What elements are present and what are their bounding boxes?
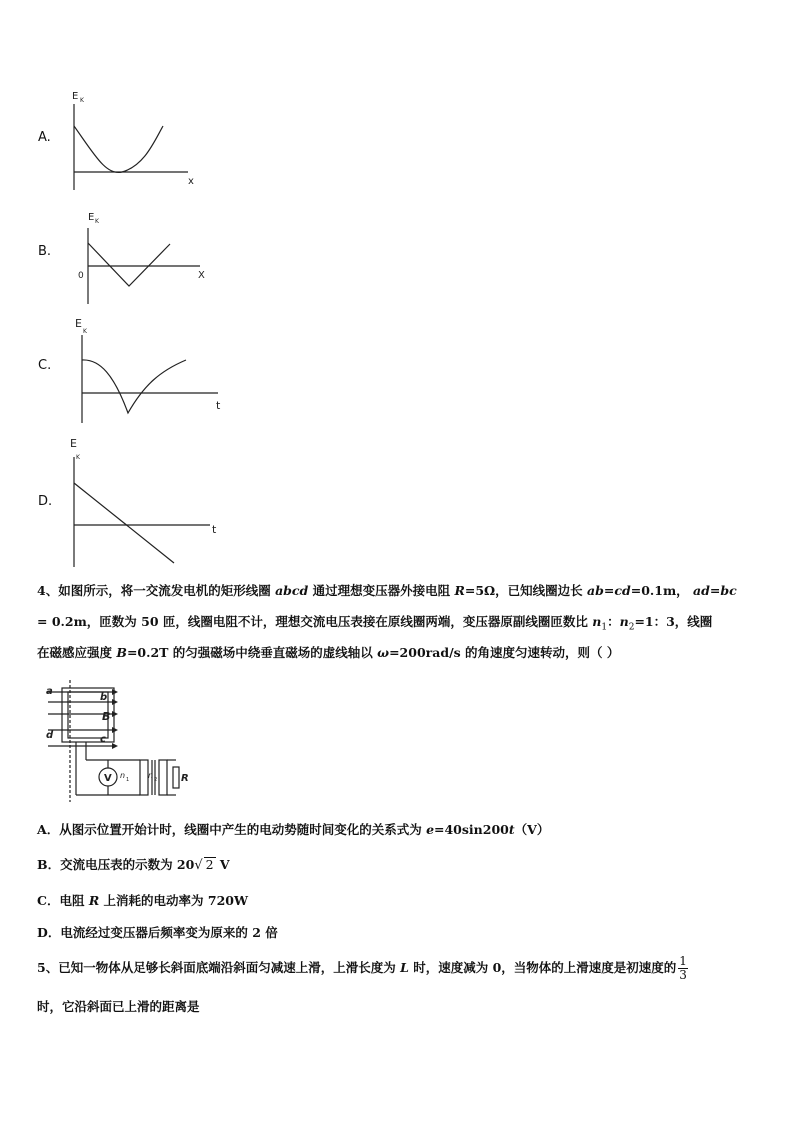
svg-text:c: c	[100, 734, 106, 745]
option-a-ysub: K	[80, 97, 84, 104]
option-d-graph	[64, 435, 230, 570]
option-c-label: C.	[38, 358, 52, 373]
svg-text:a: a	[46, 686, 53, 697]
q5-line1: 5、已知一物体从足够长斜面底端沿斜面匀减速上滑，上滑长度为 L 时，速度减为 0，当物体的上滑速度是初速度的 $\frac{1}{3}$	[37, 954, 687, 982]
option-b-origin: 0	[78, 271, 84, 281]
option-c-xlabel: t	[216, 399, 221, 412]
option-b-xlabel: X	[198, 270, 205, 281]
option-d-xlabel: t	[212, 523, 217, 536]
option-d-label: D.	[38, 494, 53, 509]
q4-option-d: D．电流经过变压器后频率变为原来的 2 倍	[37, 925, 278, 940]
option-b-label: B.	[38, 244, 52, 259]
q4-line3: 在磁感应强度 B=0.2T 的匀强磁场中绕垂直磁场的虚线轴以 ω=200rad/s 的角速度匀速转动，则（ ）	[37, 645, 620, 660]
q4-option-a: A．从图示位置开始计时，线圈中产生的电动势随时间变化的关系式为 e=40sin200t（V）	[37, 822, 550, 837]
q4-option-b: B．交流电压表的示数为 20√ 2 V	[37, 857, 230, 873]
generator-transformer-figure	[40, 680, 190, 805]
option-d-ysub: K	[76, 454, 80, 461]
option-c-ylabel: E	[75, 317, 82, 330]
q4-option-c: C．电阻 R 上消耗的电动率为 720W	[37, 893, 249, 908]
svg-text:V: V	[104, 773, 112, 784]
option-c-graph	[70, 315, 230, 427]
svg-text:2: 2	[154, 777, 158, 783]
svg-text:1: 1	[126, 777, 130, 783]
svg-text:d: d	[46, 730, 54, 741]
svg-text:n: n	[120, 771, 126, 780]
option-d-ylabel: E	[70, 437, 77, 450]
option-a-ylabel: E	[72, 91, 79, 102]
svg-text:n: n	[148, 771, 154, 780]
q5-fraction: $\frac{1}{3}$	[679, 954, 687, 982]
option-b-ysub: K	[95, 218, 99, 225]
option-b-ylabel: E	[88, 212, 95, 223]
svg-text:B: B	[102, 710, 111, 723]
option-a-label: A.	[38, 130, 51, 145]
option-a-graph	[66, 84, 206, 194]
option-c-ysub: K	[83, 328, 87, 335]
svg-text:b: b	[100, 692, 108, 703]
q5-line2: 时，它沿斜面已上滑的距离是	[37, 999, 200, 1014]
option-b-graph	[74, 208, 214, 308]
q4-line1: 4、如图所示，将一交流发电机的矩形线圈 abcd 通过理想变压器外接电阻 R=5Ω，已知线圈边长 ab=cd=0.1m， ad=bc	[37, 583, 737, 598]
svg-text:R: R	[181, 773, 189, 784]
option-a-xlabel: x	[188, 176, 194, 187]
q4-line2: = 0.2m，匝数为 50 匝，线圈电阻不计，理想交流电压表接在原线圈两端，变压器原副线圈匝数比 $n_1$：$n_2=1$：3，线圈	[37, 614, 713, 633]
